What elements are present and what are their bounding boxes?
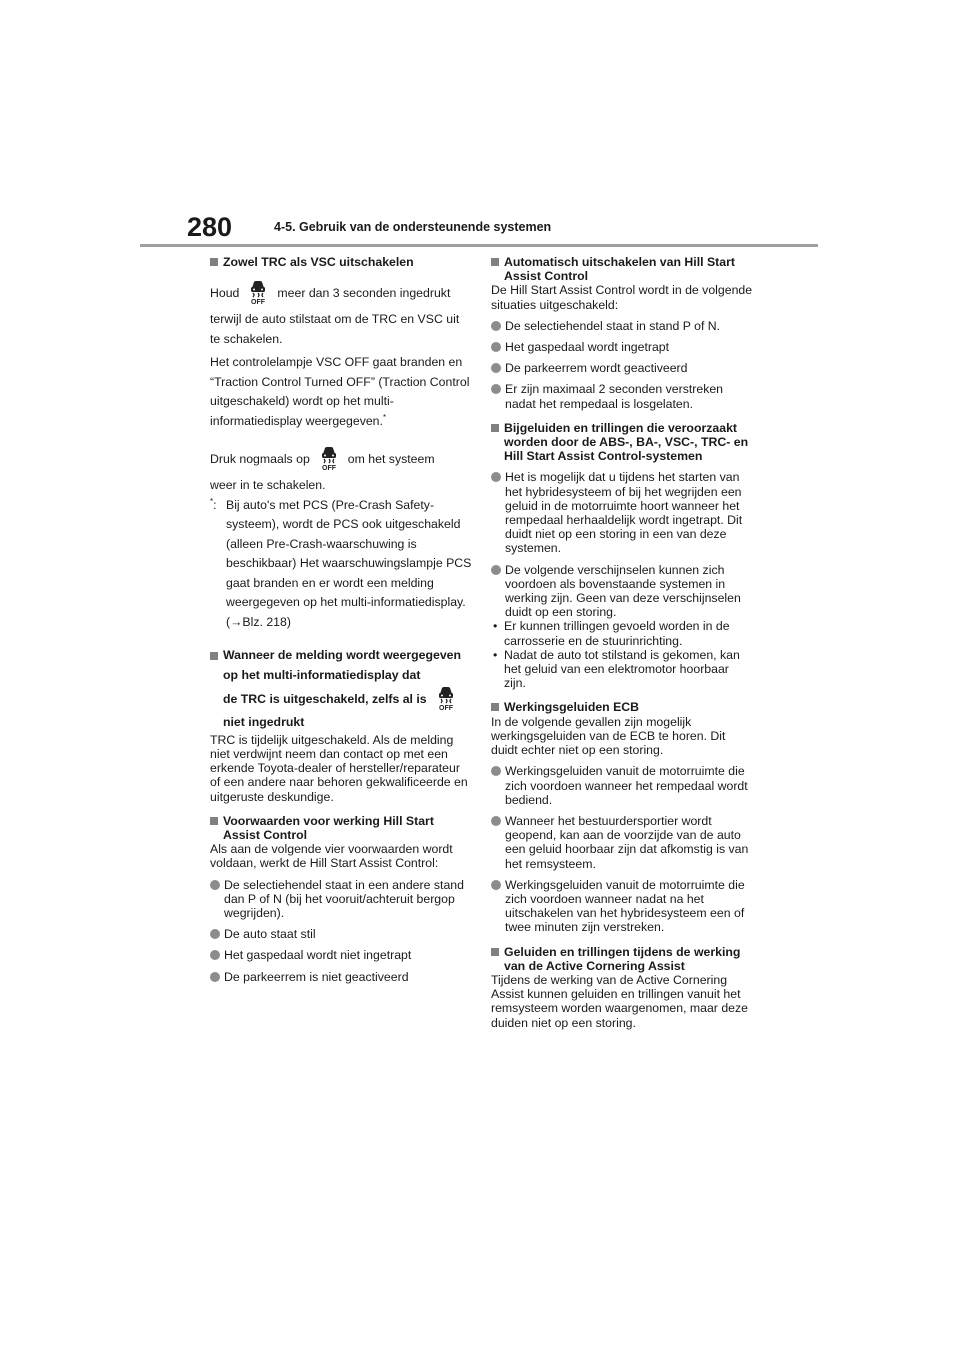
list-item: Het gaspedaal wordt niet ingetrapt xyxy=(210,948,472,962)
sub-list-item: • Nadat de auto tot stilstand is gekomen, kan het geluid van een elektromotor hoorbaar zijn. xyxy=(493,647,740,691)
bullet-icon xyxy=(210,880,220,890)
list-item: De auto staat stil xyxy=(210,927,472,941)
bullet-icon xyxy=(491,565,501,575)
square-bullet-icon xyxy=(491,948,499,956)
paragraph: In de volgende gevallen zijn mogelijk werkingsgeluiden van de ECB te horen. Dit duidt echter niet op een storing. xyxy=(491,714,726,758)
section-heading: Wanneer de melding wordt weergegeven op het multi-informatiedisplay dat de TRC is uitgeschakeld, zelfs al is OFF niet ingedrukt xyxy=(210,646,472,733)
bullet-icon xyxy=(491,880,501,890)
paragraph: terwijl de auto stilstaat om de TRC en VSC uit te schakelen. xyxy=(210,312,460,346)
square-bullet-icon xyxy=(491,424,499,432)
vsc-off-icon xyxy=(247,279,269,305)
list-item: Werkingsgeluiden vanuit de motorruimte die zich voordoen wanneer nadat na het uitschakelen van het hybridesysteem een of twee minuten zijn verstreken. xyxy=(491,878,753,935)
square-bullet-icon xyxy=(210,258,218,266)
vsc-off-icon xyxy=(318,445,340,471)
paragraph: TRC is tijdelijk uitgeschakeld. Als de melding niet verdwijnt neem dan contact op met een erkende Toyota-dealer of hersteller/reparateur of een andere naar behoren gekwalificeerde en uitgeruste deskundige. xyxy=(210,732,468,804)
list-item: De parkeerrem is niet geactiveerd xyxy=(210,970,472,984)
page-number: 280 xyxy=(187,212,233,242)
paragraph: Tijdens de werking van de Active Cornering Assist kunnen geluiden en trillingen vanuit het remsysteem worden waargenomen, maar deze duiden niet op een storing. xyxy=(491,972,748,1030)
paragraph: Als aan de volgende vier voorwaarden wordt voldaan, werkt de Hill Start Assist Control: xyxy=(210,842,453,871)
section-heading: Automatisch uitschakelen van Hill Start Assist Control xyxy=(491,255,753,283)
footnote: *: Bij auto's met PCS (Pre-Crash Safety-systeem), wordt de PCS ook uitgeschakeld (alleen Pre-Crash-waarschuwing is beschikbaar) Het waarschuwingslampje PCS gaat branden en er wordt een melding weergegeven op het multi-informatiedisplay. (→Blz. 218) xyxy=(210,496,472,629)
list-item: Er zijn maximaal 2 seconden verstreken nadat het rempedaal is losgelaten. xyxy=(491,382,753,410)
svg-text:OFF: OFF xyxy=(321,465,336,472)
square-bullet-icon xyxy=(491,703,499,711)
bullet-icon xyxy=(491,363,501,373)
square-bullet-icon xyxy=(210,817,218,825)
list-item: De selectiehendel staat in een andere stand dan P of N (bij het vooruit/achteruit bergop wegrijden). xyxy=(210,878,472,921)
bullet-icon xyxy=(491,342,501,352)
chapter-title: 4-5. Gebruik van de ondersteunende systemen xyxy=(274,220,552,234)
list-item: De parkeerrem wordt geactiveerd xyxy=(491,361,753,375)
section-heading: Zowel TRC als VSC uitschakelen xyxy=(210,255,472,269)
svg-text:OFF: OFF xyxy=(251,299,266,306)
bullet-icon xyxy=(491,321,501,331)
paragraph: Houd OFF meer dan 3 seconden ingedrukt xyxy=(210,279,472,306)
bullet-icon xyxy=(491,472,501,482)
bullet-icon xyxy=(210,950,220,960)
section-heading: Bijgeluiden en trillingen die veroorzaakt worden door de ABS-, BA-, VSC-, TRC- en Hill Start Assist Control-systemen xyxy=(491,421,753,464)
list-item: De volgende verschijnselen kunnen zich voordoen als bovenstaande systemen in werking zijn. Geen van deze verschijnselen duidt op een storing. xyxy=(491,563,753,620)
bullet-icon xyxy=(210,972,220,982)
square-bullet-icon xyxy=(491,258,499,266)
paragraph: Het controlelampje VSC OFF gaat branden en “Traction Control Turned OFF” (Traction Control uitgeschakeld) wordt op het multi-informatiedisplay weergegeven.* xyxy=(210,355,470,428)
vsc-off-icon xyxy=(435,685,457,711)
bullet-icon xyxy=(491,384,501,394)
section-heading: Geluiden en trillingen tijdens de werking van de Active Cornering Assist xyxy=(491,945,753,973)
svg-text:OFF: OFF xyxy=(438,705,453,712)
section-heading: Voorwaarden voor werking Hill Start Assist Control xyxy=(210,814,472,842)
bullet-icon xyxy=(210,929,220,939)
paragraph: weer in te schakelen. xyxy=(210,478,326,493)
bullet-icon xyxy=(491,766,501,776)
paragraph: De Hill Start Assist Control wordt in de volgende situaties uitgeschakeld: xyxy=(491,283,753,312)
list-item: Werkingsgeluiden vanuit de motorruimte die zich voordoen wanneer het rempedaal wordt bediend. xyxy=(491,764,753,807)
left-column xyxy=(210,255,472,984)
bullet-icon xyxy=(491,816,501,826)
square-bullet-icon xyxy=(210,652,218,660)
list-item: Het gaspedaal wordt ingetrapt xyxy=(491,340,753,354)
list-item: De selectiehendel staat in stand P of N. xyxy=(491,319,753,333)
list-item: Het is mogelijk dat u tijdens het starten van het hybridesysteem of bij het wegrijden een geluid in de motorruimte hoort wanneer het rempedaal herhaaldelijk wordt ingetrapt. Dit duidt niet op een storing in een van deze systemen. xyxy=(491,470,753,555)
paragraph: Druk nogmaals op OFF om het systeem xyxy=(210,445,472,472)
right-column xyxy=(491,255,753,1030)
list-item: Wanneer het bestuurdersportier wordt geopend, kan aan de voorzijde van de auto een geluid hoorbaar zijn dat afkomstig is van het remsysteem. xyxy=(491,814,753,871)
section-heading: Werkingsgeluiden ECB xyxy=(491,700,753,714)
header-divider xyxy=(140,244,818,247)
sub-list-item: • Er kunnen trillingen gevoeld worden in de carrosserie en de stuurinrichting. xyxy=(493,619,730,648)
